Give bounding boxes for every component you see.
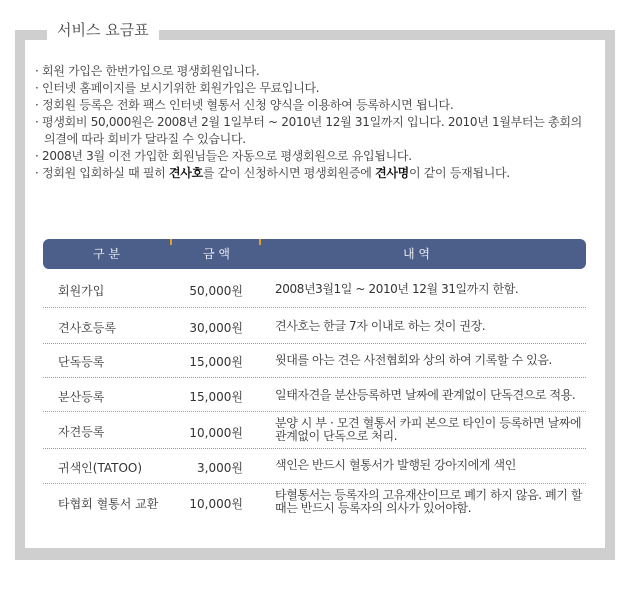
- notice-item: · 2008년 3월 이전 가입한 회원님들은 자동으로 평생회원으로 유입됩니다.: [35, 148, 595, 165]
- row-detail: 2008년3월1일 ~ 2010년 12월 31일까지 한함.: [275, 282, 519, 296]
- header-category: 구 분: [93, 247, 120, 261]
- row-amount: 50,000원: [189, 284, 243, 298]
- row-category: 견사호등록: [58, 321, 116, 335]
- registered-name-highlight: 견사명: [375, 166, 409, 180]
- row-amount: 15,000원: [189, 390, 243, 404]
- row-amount: 3,000원: [197, 461, 243, 475]
- row-category: 자견등록: [58, 425, 105, 439]
- notice-item: · 인터넷 홈페이지를 보시기위한 회원가입은 무료입니다.: [35, 80, 595, 97]
- row-category: 회원가입: [58, 284, 105, 298]
- table-row: [43, 269, 586, 308]
- page-title: 서비스 요금표: [47, 20, 159, 40]
- row-category: 타협회 혈통서 교환: [58, 497, 159, 511]
- row-category: 귀색인(TATOO): [58, 461, 143, 475]
- row-detail: 일태자견을 분산등록하면 날짜에 관계없이 단독견으로 적용.: [275, 388, 576, 402]
- notice-list: [35, 63, 595, 182]
- header-divider: [259, 239, 261, 245]
- notice-text: 이 같이 등재됩니다.: [408, 166, 510, 180]
- row-detail: 분양 시 부 · 모견 혈통서 카피 본으로 타인이 등록하면 날짜에 관계없이 단독으로 처리.: [275, 416, 582, 443]
- table-row: [43, 344, 586, 378]
- table-row: [43, 449, 586, 484]
- row-amount: 15,000원: [189, 355, 243, 369]
- row-amount: 30,000원: [189, 321, 243, 335]
- row-amount: 10,000원: [189, 426, 243, 440]
- table-header: [43, 239, 586, 269]
- header-detail: 내 역: [403, 247, 430, 261]
- notice-item: · 평생회비 50,000원은 2008년 2월 1일부터 ~ 2010년 12월 31일까지 입니다. 2010년 1월부터는 총회의 의결에 따라 회비가 달라질 수 있습니다.: [35, 114, 595, 148]
- notice-item: · 정회원 등록은 전화 팩스 인터넷 혈통서 신청 양식을 이용하여 등록하시면 됩니다.: [35, 97, 595, 114]
- header-amount: 금 액: [203, 247, 230, 261]
- table-row: [43, 484, 586, 524]
- row-detail: 견사호는 한글 7자 이내로 하는 것이 권장.: [275, 319, 486, 333]
- notice-item: · 회원 가입은 한번가입으로 평생회원입니다.: [35, 63, 595, 80]
- notice-item: [35, 165, 595, 182]
- row-detail: 색인은 반드시 혈통서가 발행된 강아지에게 색인: [275, 458, 516, 472]
- row-category: 분산등록: [58, 390, 105, 404]
- row-detail: 윗대를 아는 견은 사전협회와 상의 하여 기록할 수 있음.: [275, 353, 552, 367]
- kennel-name-highlight: 견사호: [169, 166, 203, 180]
- table-row: [43, 412, 586, 449]
- row-detail: 타혈통서는 등록자의 고유재산이므로 폐기 하지 않음. 폐기 할 때는 반드시 등록자의 의사가 있어야함.: [275, 488, 583, 515]
- table-row: [43, 308, 586, 344]
- notice-text: 를 같이 신청하시면 평생회원증에: [202, 166, 376, 180]
- header-divider: [170, 239, 172, 245]
- row-category: 단독등록: [58, 355, 105, 369]
- table-row: [43, 378, 586, 412]
- notice-text: 정회원 입회하실 때 필히: [42, 166, 170, 180]
- row-amount: 10,000원: [189, 497, 243, 511]
